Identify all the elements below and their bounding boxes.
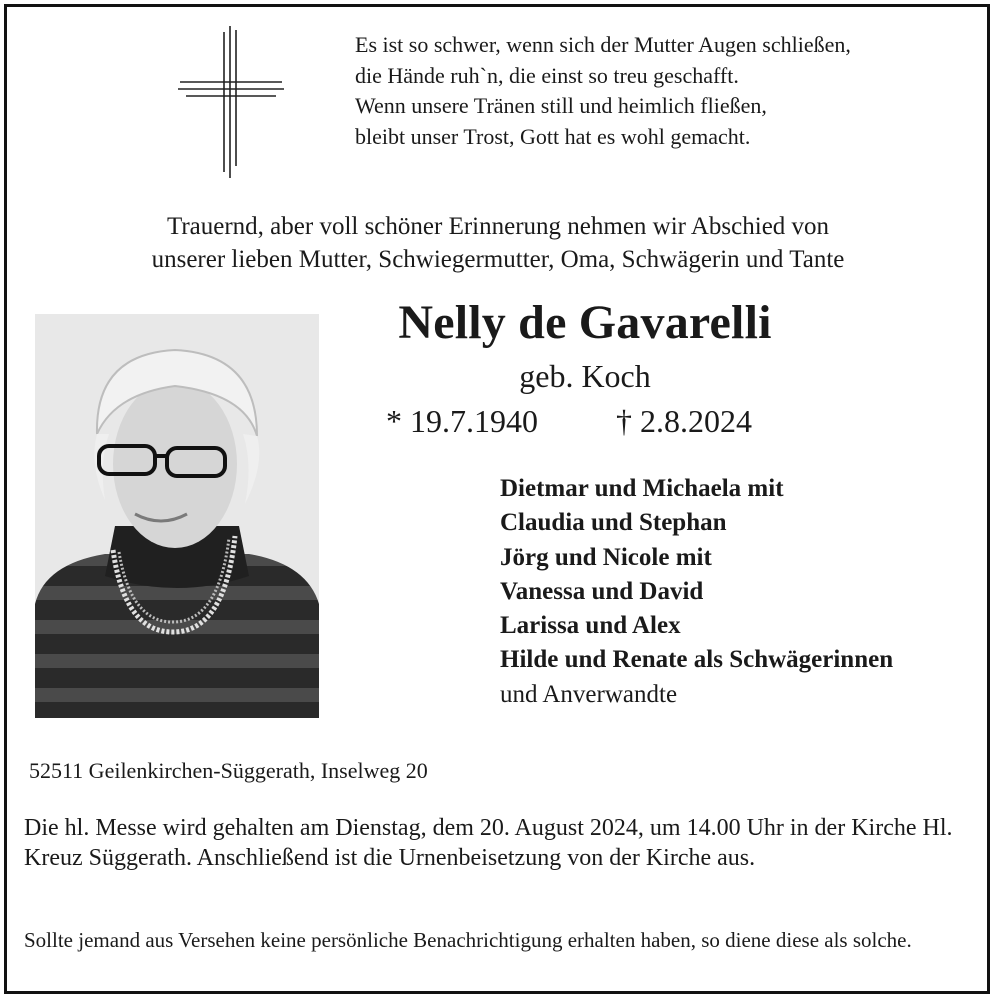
mourners-list bbox=[500, 472, 893, 712]
poem bbox=[355, 30, 851, 152]
poem-line: Es ist so schwer, wenn sich der Mutter Augen schließen, bbox=[355, 32, 851, 57]
poem-line: bleibt unser Trost, Gott hat es wohl gemacht. bbox=[355, 123, 751, 149]
deceased-name: Nelly de Gavarelli bbox=[398, 296, 772, 349]
birth-name: geb. Koch bbox=[519, 358, 651, 394]
mourner-line: Larissa und Alex bbox=[500, 612, 681, 640]
mourner-line: Dietmar und Michaela mit bbox=[500, 475, 784, 502]
intro-line: Trauernd, aber voll schöner Erinnerung nehmen wir Abschied von bbox=[166, 213, 830, 240]
mass-info: Die hl. Messe wird gehalten am Dienstag, dem 20. August 2024, um 14.00 Uhr in der Kirche Hl. Kreuz Süggerath. Anschließend ist die Urnenbeisetzung von der Kirche aus. bbox=[24, 815, 953, 871]
death-date: † 2.8.2024 bbox=[616, 403, 752, 439]
mourner-line: Hilde und Renate als Schwägerinnen bbox=[500, 646, 894, 674]
intro-line: unserer lieben Mutter, Schwiegermutter, Oma, Schwägerin und Tante bbox=[151, 246, 845, 273]
portrait-photo bbox=[35, 314, 319, 718]
notification-notice: Sollte jemand aus Versehen keine persönliche Benachrichtigung erhalten haben, so diene diese als solche. bbox=[24, 928, 912, 952]
mourner-line: Claudia und Stephan bbox=[500, 509, 727, 537]
cross-icon bbox=[178, 26, 286, 182]
poem-line: die Hände ruh`n, die einst so treu geschafft. bbox=[355, 62, 739, 88]
intro-text bbox=[40, 210, 956, 276]
mourner-line: Vanessa und David bbox=[500, 577, 704, 605]
relatives-line: und Anverwandte bbox=[500, 680, 678, 708]
poem-line: Wenn unsere Tränen still und heimlich fließen, bbox=[355, 93, 767, 118]
mourner-line: Jörg und Nicole mit bbox=[500, 543, 712, 571]
birth-date: * 19.7.1940 bbox=[386, 403, 538, 439]
address: 52511 Geilenkirchen-Süggerath, Inselweg 20 bbox=[29, 758, 428, 783]
